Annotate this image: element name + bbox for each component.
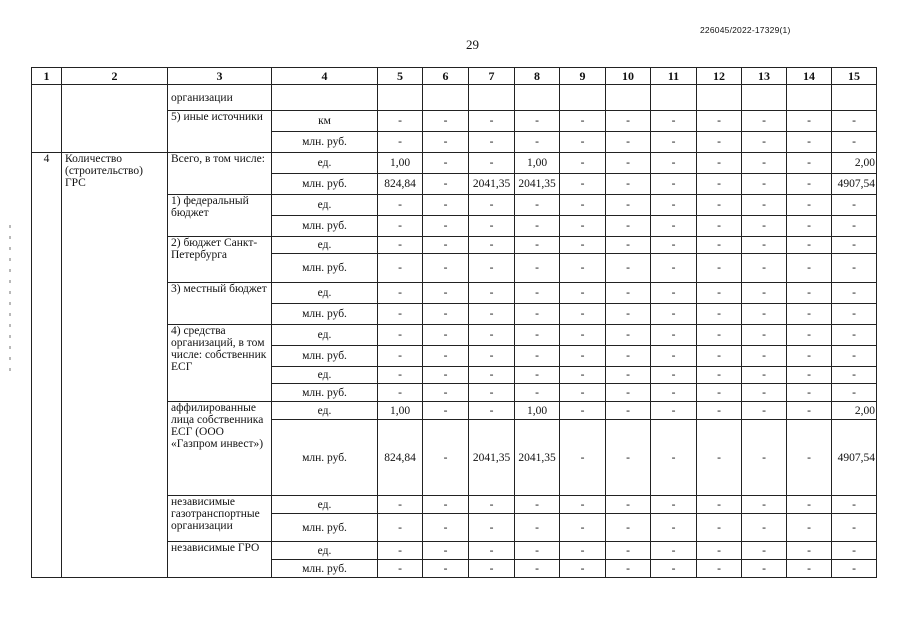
- item-number: 4: [32, 153, 62, 578]
- source-label: независимые ГРО: [168, 542, 272, 578]
- column-header: 4: [272, 68, 378, 85]
- column-header: 11: [651, 68, 697, 85]
- table-row: млн. руб. - - - - - - - - - - -: [32, 514, 877, 542]
- column-header: 13: [742, 68, 787, 85]
- source-label: 5) иные источники: [168, 111, 272, 153]
- unit-cell: ед.: [272, 237, 378, 254]
- column-header: 3: [168, 68, 272, 85]
- table-row: млн. руб. - - - - - - - - - - -: [32, 384, 877, 402]
- column-header: 7: [469, 68, 515, 85]
- column-header: 9: [560, 68, 606, 85]
- source-label: 2) бюджет Санкт-Петербурга: [168, 237, 272, 283]
- table-row: млн. руб. - - - - - - - - - - -: [32, 216, 877, 237]
- unit-cell: км: [272, 111, 378, 132]
- unit-cell: млн. руб.: [272, 216, 378, 237]
- item-name: Количество (строительство) ГРС: [62, 153, 168, 578]
- value-cell: 2041,35: [469, 420, 515, 496]
- scan-margin-marks: [9, 225, 11, 375]
- unit-cell: млн. руб.: [272, 560, 378, 578]
- table-row: млн. руб. 824,84 - 2041,35 2041,35 - - - - - - 4907,54: [32, 420, 877, 496]
- value-cell: 4907,54: [832, 420, 877, 496]
- table-row: 4 Количество (строительство) ГРС Всего, в том числе: ед. 1,00 - - 1,00 - - - - - - 2,00: [32, 153, 877, 174]
- value-cell: 824,84: [378, 174, 423, 195]
- table-row: 4) средства организаций, в том числе: собственник ЕСГ ед. - - - - - - - - - - -: [32, 325, 877, 346]
- unit-cell: млн. руб.: [272, 304, 378, 325]
- source-label: 4) средства организаций, в том числе: собственник ЕСГ: [168, 325, 272, 402]
- table-row: млн. руб. - - - - - - - - - - -: [32, 346, 877, 367]
- source-label: 3) местный бюджет: [168, 283, 272, 325]
- table-row: независимые ГРО ед. - - - - - - - - - - -: [32, 542, 877, 560]
- unit-cell: ед.: [272, 367, 378, 384]
- source-label: Всего, в том числе:: [168, 153, 272, 195]
- column-header: 12: [697, 68, 742, 85]
- column-header: 8: [515, 68, 560, 85]
- source-label: 1) федеральный бюджет: [168, 195, 272, 237]
- unit-cell: млн. руб.: [272, 254, 378, 283]
- table-row: млн. руб. 824,84 - 2041,35 2041,35 - - - - - - 4907,54: [32, 174, 877, 195]
- table-row: млн. руб. - - - - - - - - - - -: [32, 132, 877, 153]
- table-header-row: [32, 68, 877, 85]
- unit-cell: ед.: [272, 195, 378, 216]
- unit-cell: ед.: [272, 402, 378, 420]
- table-row: ед. - - - - - - - - - - -: [32, 367, 877, 384]
- column-header: 15: [832, 68, 877, 85]
- column-header: 6: [423, 68, 469, 85]
- table-row: млн. руб. - - - - - - - - - - -: [32, 304, 877, 325]
- table-row: независимые газотранспортные организации ед. - - - - - - - - - - -: [32, 496, 877, 514]
- document-id: 226045/2022-17329(1): [700, 25, 791, 35]
- value-cell: 1,00: [378, 402, 423, 420]
- value-cell: 1,00: [378, 153, 423, 174]
- column-header: 10: [606, 68, 651, 85]
- unit-cell: ед.: [272, 325, 378, 346]
- value-cell: 2,00: [832, 402, 877, 420]
- table-row: [32, 85, 877, 111]
- unit-cell: млн. руб.: [272, 384, 378, 402]
- unit-cell: ед.: [272, 283, 378, 304]
- unit-cell: млн. руб.: [272, 420, 378, 496]
- page-number: 29: [466, 37, 479, 52]
- unit-cell: млн. руб.: [272, 174, 378, 195]
- column-header: 1: [32, 68, 62, 85]
- source-label: аффилированные лица собственника ЕСГ (ООО «Газпром инвест»): [168, 402, 272, 496]
- value-cell: 2041,35: [515, 174, 560, 195]
- value-cell: 1,00: [515, 402, 560, 420]
- unit-cell: млн. руб.: [272, 514, 378, 542]
- unit-cell: ед.: [272, 153, 378, 174]
- unit-cell: млн. руб.: [272, 132, 378, 153]
- value-cell: 1,00: [515, 153, 560, 174]
- column-header: 5: [378, 68, 423, 85]
- unit-cell: ед.: [272, 496, 378, 514]
- column-header: 2: [62, 68, 168, 85]
- value-cell: 824,84: [378, 420, 423, 496]
- source-label: организации: [168, 85, 272, 111]
- unit-cell: ед.: [272, 542, 378, 560]
- source-label: независимые газотранспортные организации: [168, 496, 272, 542]
- value-cell: 2,00: [832, 153, 877, 174]
- table-row: 3) местный бюджет ед. - - - - - - - - - - -: [32, 283, 877, 304]
- table-row: 2) бюджет Санкт-Петербурга ед. - - - - - - - - - - -: [32, 237, 877, 254]
- value-cell: 2041,35: [515, 420, 560, 496]
- funding-table: [31, 67, 877, 578]
- value-cell: 2041,35: [469, 174, 515, 195]
- table-row: млн. руб. - - - - - - - - - - -: [32, 254, 877, 283]
- table-row: 5) иные источники км - - - - - - - - - - -: [32, 111, 877, 132]
- table-row: аффилированные лица собственника ЕСГ (ООО «Газпром инвест») ед. 1,00 - - 1,00 - - - - - - 2,00: [32, 402, 877, 420]
- table-row: 1) федеральный бюджет ед. - - - - - - - - - - -: [32, 195, 877, 216]
- column-header: 14: [787, 68, 832, 85]
- table-row: млн. руб. - - - - - - - - - - -: [32, 560, 877, 578]
- value-cell: 4907,54: [832, 174, 877, 195]
- unit-cell: млн. руб.: [272, 346, 378, 367]
